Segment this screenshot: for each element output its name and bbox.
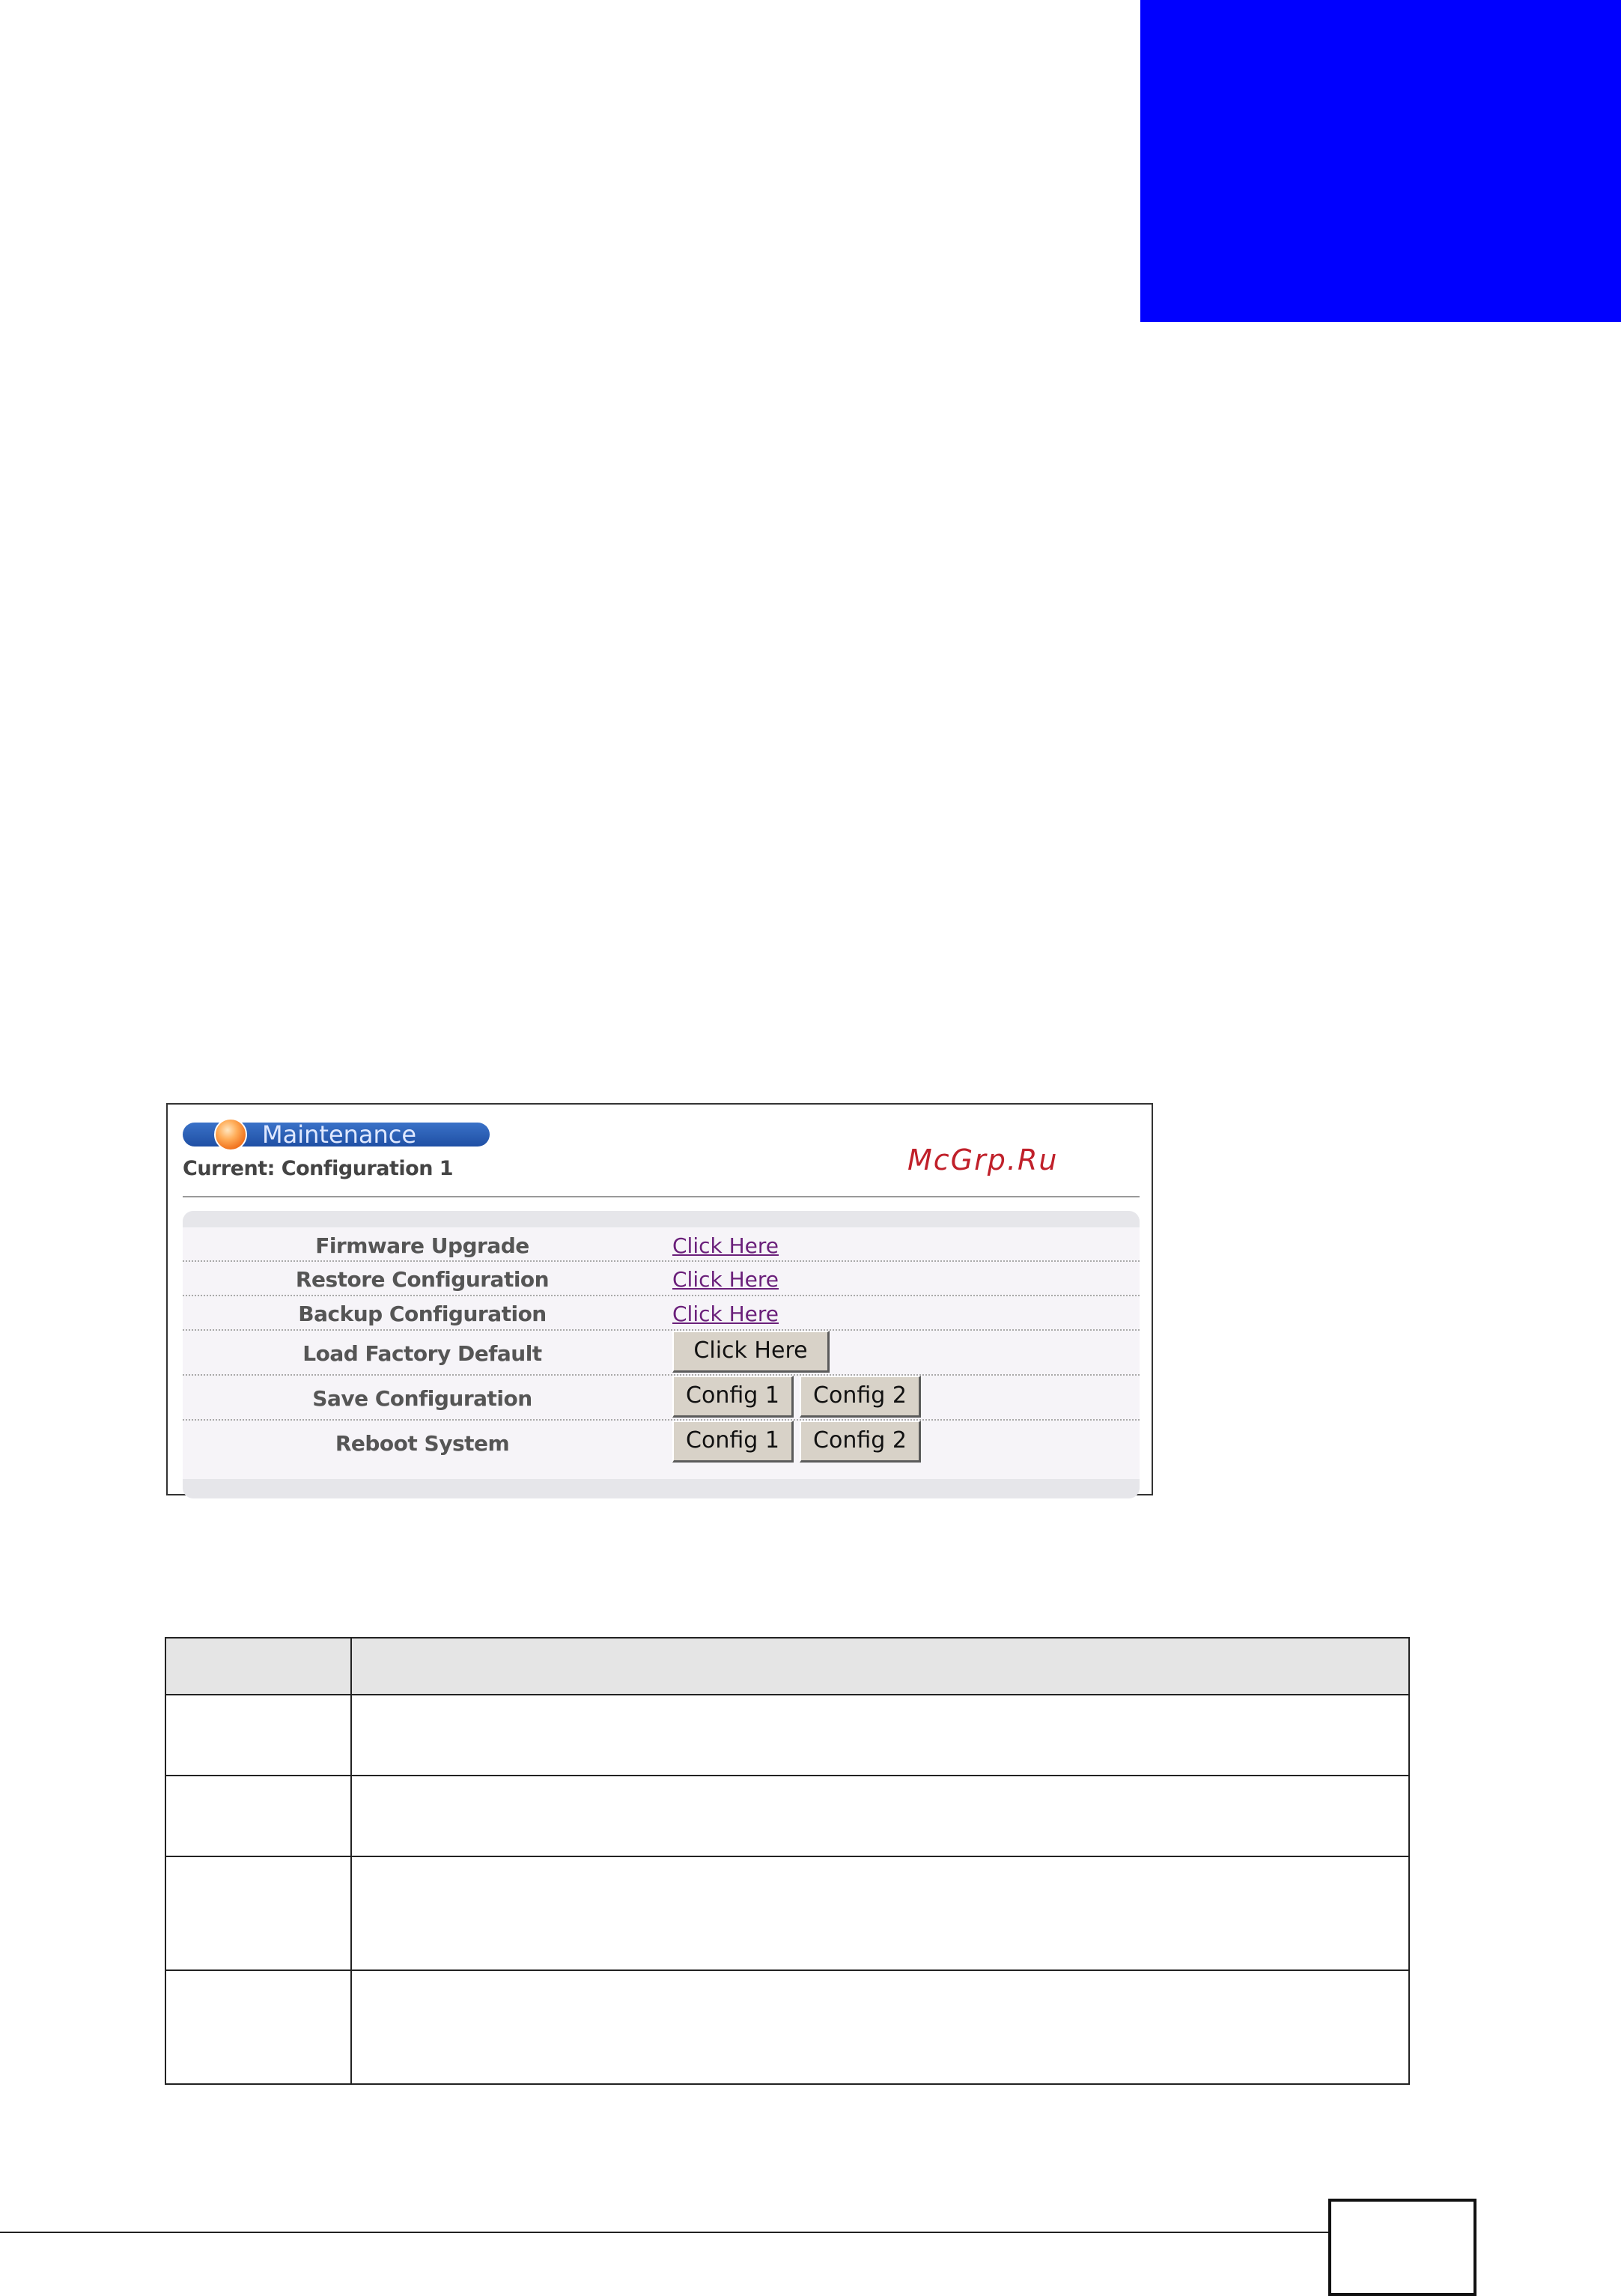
row-firmware-upgrade bbox=[183, 1227, 1140, 1262]
maintenance-title-bar bbox=[183, 1120, 490, 1149]
table-row bbox=[166, 1857, 1408, 1971]
row-label: Reboot System bbox=[335, 1431, 510, 1456]
reboot-config-1-button[interactable]: Config 1 bbox=[672, 1421, 794, 1463]
description-table bbox=[165, 1637, 1410, 2085]
table-row bbox=[166, 1695, 1408, 1776]
watermark: McGrp.Ru bbox=[907, 1144, 1059, 1176]
chapter-tab-block bbox=[1140, 0, 1621, 322]
orange-ball-icon bbox=[214, 1118, 247, 1151]
table-row bbox=[166, 1971, 1408, 2083]
restore-configuration-link[interactable]: Click Here bbox=[672, 1267, 779, 1292]
save-config-1-button[interactable]: Config 1 bbox=[672, 1376, 794, 1418]
row-load-factory-default bbox=[183, 1331, 1140, 1376]
reboot-config-2-button[interactable]: Config 2 bbox=[800, 1421, 921, 1463]
footer-rule bbox=[0, 2232, 1330, 2233]
row-label: Load Factory Default bbox=[302, 1341, 542, 1366]
firmware-upgrade-link[interactable]: Click Here bbox=[672, 1233, 779, 1258]
row-restore-configuration bbox=[183, 1262, 1140, 1296]
row-label: Firmware Upgrade bbox=[315, 1233, 529, 1258]
maintenance-title: Maintenance bbox=[262, 1120, 417, 1149]
load-factory-default-button[interactable]: Click Here bbox=[672, 1331, 830, 1373]
current-configuration: Current: Configuration 1 bbox=[183, 1157, 454, 1180]
table-row bbox=[166, 1776, 1408, 1857]
maintenance-screenshot bbox=[166, 1103, 1153, 1495]
divider bbox=[183, 1196, 1140, 1197]
table-column-divider bbox=[350, 1639, 352, 2083]
row-label: Restore Configuration bbox=[295, 1267, 550, 1292]
row-reboot-system bbox=[183, 1421, 1140, 1464]
row-label: Backup Configuration bbox=[298, 1302, 547, 1326]
save-config-2-button[interactable]: Config 2 bbox=[800, 1376, 921, 1418]
table-header-row bbox=[166, 1639, 1408, 1695]
backup-configuration-link[interactable]: Click Here bbox=[672, 1302, 779, 1326]
page-number-box bbox=[1328, 2199, 1476, 2296]
maintenance-panel bbox=[183, 1211, 1140, 1498]
row-backup-configuration bbox=[183, 1296, 1140, 1331]
row-save-configuration bbox=[183, 1376, 1140, 1421]
row-label: Save Configuration bbox=[312, 1386, 532, 1411]
